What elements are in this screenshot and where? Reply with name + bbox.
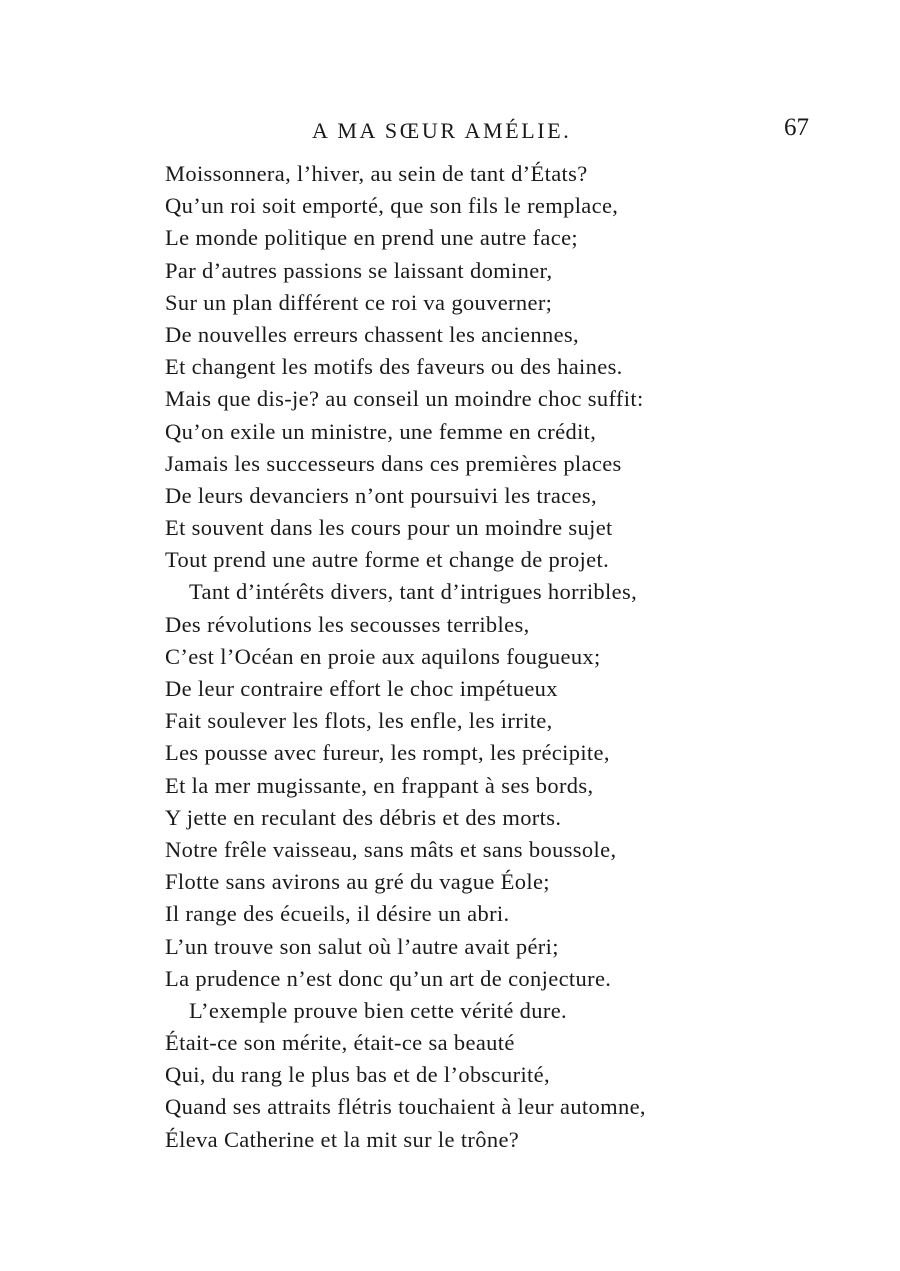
verse-line: C’est l’Océan en proie aux aquilons fougueux; bbox=[165, 643, 601, 669]
page-number: 67 bbox=[784, 114, 809, 141]
verse-line: Et souvent dans les cours pour un moindre sujet bbox=[165, 515, 613, 541]
verse-line: Par d’autres passions se laissant dominer, bbox=[165, 257, 553, 283]
verse-line: De nouvelles erreurs chassent les anciennes, bbox=[165, 321, 579, 347]
verse-line: Tant d’intérêts divers, tant d’intrigues horribles, bbox=[189, 579, 638, 605]
verse-line: Il range des écueils, il désire un abri. bbox=[165, 901, 510, 927]
verse-line: Jamais les successeurs dans ces premières places bbox=[165, 450, 622, 476]
verse-line: Flotte sans avirons au gré du vague Éole; bbox=[165, 869, 550, 895]
poem-text bbox=[165, 158, 785, 1156]
verse-line: Les pousse avec fureur, les rompt, les précipite, bbox=[165, 740, 610, 766]
verse-line: Tout prend une autre forme et change de projet. bbox=[165, 547, 610, 573]
verse-line: Qu’on exile un ministre, une femme en crédit, bbox=[165, 418, 597, 444]
verse-line: Et la mer mugissante, en frappant à ses bords, bbox=[165, 772, 594, 798]
verse-line: La prudence n’est donc qu’un art de conjecture. bbox=[165, 965, 612, 991]
verse-line: L’un trouve son salut où l’autre avait péri; bbox=[165, 933, 559, 959]
verse-line: Fait soulever les flots, les enfle, les irrite, bbox=[165, 708, 553, 734]
verse-line: Y jette en reculant des débris et des morts. bbox=[165, 804, 562, 830]
verse-line: De leurs devanciers n’ont poursuivi les traces, bbox=[165, 482, 597, 508]
verse-line: Quand ses attraits flétris touchaient à leur automne, bbox=[165, 1094, 646, 1120]
verse-line: Moissonnera, l’hiver, au sein de tant d’États? bbox=[165, 161, 588, 186]
verse-line: Qu’un roi soit emporté, que son fils le remplace, bbox=[165, 193, 619, 219]
running-title: A MA SŒUR AMÉLIE. bbox=[312, 118, 572, 143]
verse-line: Éleva Catherine et la mit sur le trône? bbox=[165, 1126, 520, 1152]
verse-line: Sur un plan différent ce roi va gouverner; bbox=[165, 289, 553, 315]
running-head bbox=[0, 112, 900, 152]
verse-line: Qui, du rang le plus bas et de l’obscurité, bbox=[165, 1062, 550, 1088]
verse-line: Mais que dis-je? au conseil un moindre choc suffit: bbox=[165, 386, 644, 412]
verse-line: Des révolutions les secousses terribles, bbox=[165, 611, 530, 637]
verse-line: Notre frêle vaisseau, sans mâts et sans boussole, bbox=[165, 836, 617, 862]
verse-line: Le monde politique en prend une autre face; bbox=[165, 225, 579, 251]
verse-line: De leur contraire effort le choc impétueux bbox=[165, 676, 558, 701]
verse-line: Était-ce son mérite, était-ce sa beauté bbox=[165, 1030, 515, 1056]
verse-line: L’exemple prouve bien cette vérité dure. bbox=[189, 997, 568, 1023]
verse-line: Et changent les motifs des faveurs ou des haines. bbox=[165, 354, 623, 380]
